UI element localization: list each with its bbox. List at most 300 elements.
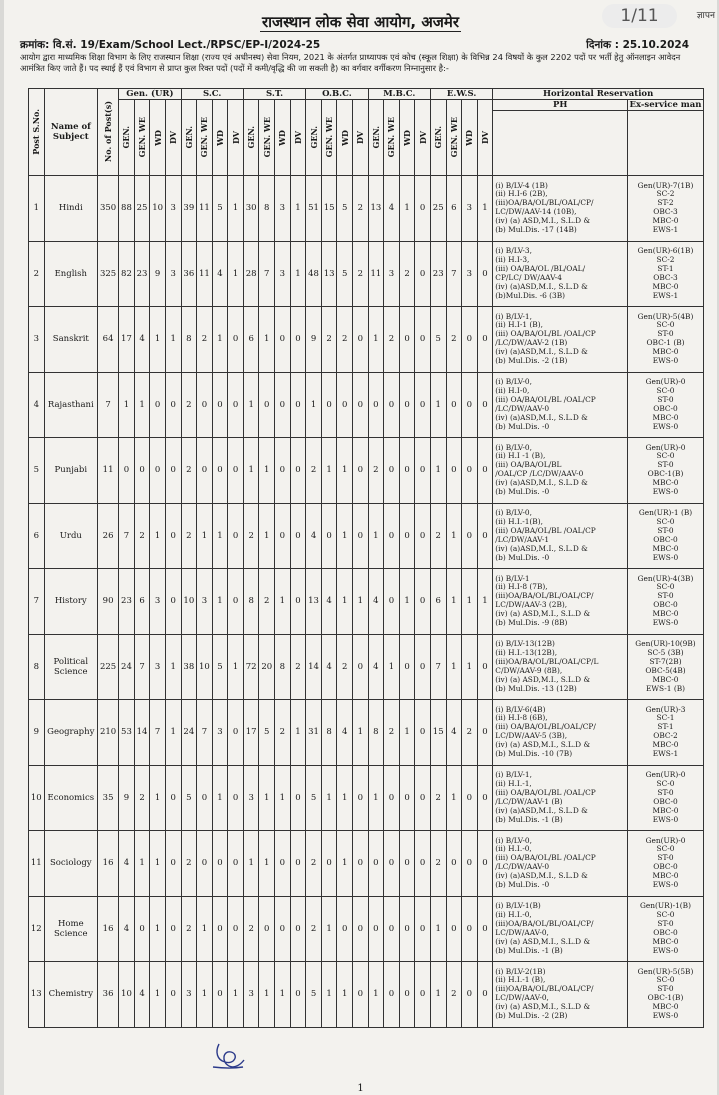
ph-line: (iii)OA/BA/OL/BL/OAL/CP/: [495, 919, 594, 928]
row-value: 36: [181, 241, 197, 307]
row-value: 0: [228, 438, 244, 504]
row-value: 3: [197, 569, 213, 635]
row-value: 1: [259, 307, 275, 373]
row-value: 7: [446, 241, 462, 307]
exsm-line: Gen(UR)-5(4B): [637, 311, 694, 321]
row-value: 0: [352, 896, 368, 962]
exsm-line: OBC-0: [653, 403, 678, 413]
exsm-line: MBC-0: [652, 216, 679, 226]
subcol-header: [352, 100, 368, 176]
subcol-header: [415, 100, 431, 176]
row-value: 1: [228, 176, 244, 242]
row-value: 0: [462, 372, 478, 438]
row-value: 0: [134, 896, 150, 962]
table-row: [29, 503, 704, 569]
exsm-header-spacer: [628, 111, 704, 176]
row-value: 1: [446, 503, 462, 569]
exsm-line: EWS-0: [652, 945, 679, 955]
row-value: 0: [415, 962, 431, 1028]
exsm-line: EWS-0: [652, 880, 679, 890]
ph-line: (iv) (a)ASD,M.I., S.L.D &: [495, 348, 588, 357]
exsm-line: OBC-2: [653, 731, 678, 741]
ph-line: CP/LC/ DW/AAV-4: [495, 273, 562, 282]
row-exsm: [628, 569, 704, 635]
subcol-header: [384, 100, 400, 176]
row-value: 4: [368, 634, 384, 700]
row-value: 4: [134, 962, 150, 1028]
row-value: 1: [243, 438, 259, 504]
ph-line: LC/DW/AAV-0,: [495, 994, 549, 1003]
row-value: 3: [165, 176, 181, 242]
row-sno: 6: [29, 503, 45, 569]
row-value: 0: [446, 372, 462, 438]
row-value: 0: [462, 831, 478, 897]
row-value: 2: [368, 438, 384, 504]
row-value: 0: [212, 896, 228, 962]
row-value: 1: [243, 372, 259, 438]
row-value: 1: [275, 765, 291, 831]
row-value: 2: [290, 634, 306, 700]
row-subject: Geography: [44, 700, 97, 766]
ph-line: (iv) (a)ASD,M.I., S.L.D &: [495, 872, 588, 881]
row-exsm: [628, 700, 704, 766]
row-value: 0: [165, 831, 181, 897]
ph-line: (ii) H.I.-13(12B),: [495, 648, 558, 657]
row-subject: Home Science: [44, 896, 97, 962]
row-value: 25: [430, 176, 446, 242]
subcol-label: WD: [402, 129, 413, 146]
row-value: 0: [415, 438, 431, 504]
subcol-header: [290, 100, 306, 176]
row-value: 53: [119, 700, 135, 766]
subcol-label: GEN. WE: [137, 117, 148, 158]
row-value: 0: [275, 372, 291, 438]
row-value: 1: [290, 700, 306, 766]
ph-line: (iii) OA/BA/OL/BL /OAL/CP: [495, 526, 596, 535]
ph-line: (ii) H.I.-0,: [495, 845, 532, 854]
row-value: 7: [259, 241, 275, 307]
row-value: 1: [337, 831, 353, 897]
col-num-posts: [98, 89, 119, 176]
ph-line: LC/DW/AAV-3 (2B),: [495, 601, 568, 610]
row-value: 5: [337, 176, 353, 242]
row-exsm: [628, 241, 704, 307]
exsm-line: Gen(UR)-1(B): [640, 901, 691, 911]
row-num-posts: 35: [98, 765, 119, 831]
exsm-line: OBC-3: [653, 207, 678, 217]
row-value: 1: [337, 438, 353, 504]
ph-line: (iii)OA/BA/OL/BL/OAL/CP/L: [495, 657, 599, 666]
table-row: [29, 372, 704, 438]
row-value: 0: [415, 372, 431, 438]
row-value: 4: [321, 634, 337, 700]
row-value: 0: [337, 372, 353, 438]
row-sno: 11: [29, 831, 45, 897]
row-value: 88: [119, 176, 135, 242]
ph-line: (b) Mul.Dis. -13 (12B): [495, 684, 577, 693]
exsm-line: SC-0: [656, 582, 675, 592]
subcol-header: [119, 100, 135, 176]
exsm-line: SC-5 (3B): [647, 647, 684, 657]
row-value: 11: [197, 176, 213, 242]
row-value: 0: [384, 896, 400, 962]
row-value: 1: [165, 634, 181, 700]
row-value: 3: [275, 241, 291, 307]
subcol-label: GEN. WE: [386, 117, 397, 158]
group-header: S.C.: [181, 89, 243, 100]
exsm-line: SC-0: [656, 451, 675, 461]
row-value: 0: [384, 962, 400, 1028]
row-value: 8: [181, 307, 197, 373]
row-value: 1: [212, 503, 228, 569]
row-value: 0: [352, 634, 368, 700]
row-value: 1: [368, 765, 384, 831]
subcol-header: [477, 100, 493, 176]
corner-text: ज्ञापन: [696, 11, 715, 21]
row-ph: [493, 241, 628, 307]
ph-line: /LC/DW/AAV-1: [495, 535, 550, 544]
exsm-line: EWS-1: [652, 290, 679, 300]
row-value: 4: [134, 307, 150, 373]
exsm-line: EWS-0: [652, 814, 679, 824]
exsm-line: Gen(UR)-10(9B): [635, 639, 696, 649]
subcol-header: [430, 100, 446, 176]
subcol-header: [212, 100, 228, 176]
ph-line: (iv) (a)ASD,M.I., S.L.D &: [495, 544, 588, 553]
ph-line: (iii)OA/BA/OL/BL/OAL/CP/: [495, 985, 594, 994]
row-value: 1: [259, 765, 275, 831]
row-value: 8: [321, 700, 337, 766]
row-num-posts: 325: [98, 241, 119, 307]
row-value: 1: [212, 307, 228, 373]
row-value: 0: [384, 372, 400, 438]
subcol-label: DV: [355, 130, 366, 144]
row-value: 4: [368, 569, 384, 635]
ph-line: /LC/DW/AAV-0: [495, 404, 550, 413]
exsm-line: EWS-0: [652, 356, 679, 366]
ph-line: (ii) H.I-8 (6B),: [495, 714, 548, 723]
row-value: 3: [275, 176, 291, 242]
row-value: 0: [352, 962, 368, 1028]
row-value: 5: [430, 307, 446, 373]
ph-line: (iv) (a)ASD,M.I., S.L.D &: [495, 806, 588, 815]
row-num-posts: 26: [98, 503, 119, 569]
ph-line: LC/DW/AAV-14 (10B),: [495, 208, 577, 217]
row-value: 0: [477, 831, 493, 897]
row-num-posts: 350: [98, 176, 119, 242]
row-value: 3: [150, 569, 166, 635]
row-value: 0: [352, 372, 368, 438]
col-subject: [44, 89, 97, 176]
row-ph: [493, 307, 628, 373]
row-value: 5: [259, 700, 275, 766]
ph-line: (iv) (a) ASD,M.I., S.L.D &: [495, 675, 591, 684]
row-value: 5: [212, 634, 228, 700]
row-sno: 2: [29, 241, 45, 307]
ph-line: (ii) H.I-8 (7B),: [495, 583, 548, 592]
row-value: 38: [181, 634, 197, 700]
row-value: 4: [384, 176, 400, 242]
row-value: 1: [275, 962, 291, 1028]
document-page: [4, 0, 717, 1095]
row-sno: 5: [29, 438, 45, 504]
row-value: 10: [181, 569, 197, 635]
row-value: 0: [352, 765, 368, 831]
row-value: 2: [446, 962, 462, 1028]
row-ph: [493, 765, 628, 831]
row-value: 5: [212, 176, 228, 242]
row-sno: 3: [29, 307, 45, 373]
ph-line: (i) B/LV-2(1B): [495, 967, 546, 976]
row-value: 0: [415, 176, 431, 242]
subcol-header: [197, 100, 213, 176]
row-value: 2: [337, 634, 353, 700]
row-value: 1: [275, 569, 291, 635]
row-value: 1: [119, 372, 135, 438]
row-value: 0: [228, 896, 244, 962]
row-value: 5: [306, 765, 322, 831]
row-value: 0: [368, 372, 384, 438]
exsm-line: MBC-0: [652, 740, 679, 750]
row-sno: 4: [29, 372, 45, 438]
row-value: 0: [228, 307, 244, 373]
table-row: [29, 176, 704, 242]
row-value: 0: [384, 765, 400, 831]
row-value: 0: [462, 765, 478, 831]
subcol-label: DV: [417, 130, 428, 144]
subcol-header: [165, 100, 181, 176]
row-exsm: [628, 634, 704, 700]
row-value: 1: [212, 569, 228, 635]
row-value: 1: [337, 962, 353, 1028]
row-value: 1: [197, 503, 213, 569]
row-value: 0: [462, 307, 478, 373]
row-subject: Rajasthani: [44, 372, 97, 438]
row-value: 0: [415, 503, 431, 569]
row-value: 0: [477, 503, 493, 569]
ph-line: (ii) H.I-0,: [495, 386, 530, 395]
row-value: 0: [337, 896, 353, 962]
row-value: 10: [197, 634, 213, 700]
exsm-line: MBC-0: [652, 1002, 679, 1012]
row-value: 1: [430, 438, 446, 504]
row-value: 1: [384, 634, 400, 700]
row-value: 1: [368, 503, 384, 569]
subcol-label: WD: [339, 129, 350, 146]
row-value: 0: [165, 372, 181, 438]
exsm-line: SC-0: [656, 778, 675, 788]
subcol-label: DV: [168, 130, 179, 144]
row-value: 2: [430, 503, 446, 569]
subcol-header: [399, 100, 415, 176]
subcol-label: WD: [152, 129, 163, 146]
row-value: 1: [446, 569, 462, 635]
row-value: 0: [446, 831, 462, 897]
row-value: 1: [399, 569, 415, 635]
row-value: 1: [306, 372, 322, 438]
row-value: 1: [399, 700, 415, 766]
row-value: 24: [181, 700, 197, 766]
row-value: 0: [165, 569, 181, 635]
exsm-line: Gen(UR)-0: [645, 442, 686, 452]
row-num-posts: 36: [98, 962, 119, 1028]
row-value: 10: [150, 176, 166, 242]
exsm-line: ST-0: [657, 591, 674, 601]
subcol-header: [150, 100, 166, 176]
exsm-line: ST-0: [657, 984, 674, 994]
row-value: 0: [290, 962, 306, 1028]
row-value: 8: [243, 569, 259, 635]
subcol-label: DV: [479, 130, 490, 144]
row-value: 0: [275, 896, 291, 962]
table-row: [29, 569, 704, 635]
exsm-line: EWS-1 (B): [645, 683, 686, 693]
page-indicator[interactable]: 1/11: [602, 4, 677, 28]
exsm-line: ST-1: [657, 263, 674, 273]
row-value: 8: [259, 176, 275, 242]
row-value: 1: [352, 569, 368, 635]
row-value: 0: [290, 372, 306, 438]
row-value: 1: [321, 962, 337, 1028]
ph-line: (ii) H.I.-1(B),: [495, 517, 543, 526]
row-value: 2: [384, 700, 400, 766]
row-value: 3: [212, 700, 228, 766]
row-value: 1: [150, 831, 166, 897]
row-value: 1: [477, 569, 493, 635]
ph-line: (i) B/LV-0,: [495, 378, 532, 387]
row-ph: [493, 176, 628, 242]
exsm-line: ST-0: [657, 853, 674, 863]
row-value: 2: [259, 569, 275, 635]
exsm-line: OBC-0: [653, 927, 678, 937]
row-value: 2: [399, 241, 415, 307]
ph-line: (iii)OA/BA/OL/BL/OAL/CP/: [495, 199, 594, 208]
row-value: 0: [415, 569, 431, 635]
exsm-line: OBC-0: [653, 534, 678, 544]
row-value: 4: [321, 569, 337, 635]
ph-line: /LC/DW/AAV-0: [495, 863, 550, 872]
row-ph: [493, 503, 628, 569]
row-value: 3: [181, 962, 197, 1028]
table-row: [29, 831, 704, 897]
ph-line: (i) B/LV-0,: [495, 443, 532, 452]
row-value: 82: [119, 241, 135, 307]
exsm-line: EWS-1: [652, 749, 679, 759]
row-value: 0: [228, 503, 244, 569]
exsm-line: Gen(UR)-7(1B): [637, 180, 694, 190]
row-value: 0: [197, 372, 213, 438]
row-value: 0: [321, 503, 337, 569]
subcol-header: [275, 100, 291, 176]
row-num-posts: 90: [98, 569, 119, 635]
exsm-line: ST-0: [657, 918, 674, 928]
row-value: 0: [462, 896, 478, 962]
row-value: 2: [337, 307, 353, 373]
intro-paragraph: आयोग द्वारा माध्यमिक शिक्षा विभाग के लिए राजस्थान शिक्षा (राज्य एवं अधीनस्थ) सेवा नियम, 2021 के अंतर्गत प्राध्यापक एवं कोच (स्कूल शिक्षा) के विभिन्न 24 विषयों के कुल 2202 पदों पर भर्ती हेतु ऑनलाइन आवेदन आमंत्रित किए जाते हैं। पद स्थाई हैं एवं विभाग से प्राप्त कुल रिक्त पदों (पदों में कमी/वृद्धि की जा सकती है) का वर्गवार वर्गीकरण निम्नानुसार है:-: [20, 52, 681, 73]
ph-line: (iv) (a) ASD,M.I., S.L.D &: [495, 741, 591, 750]
row-value: 1: [259, 503, 275, 569]
row-value: 0: [477, 241, 493, 307]
row-value: 23: [430, 241, 446, 307]
ph-line: (b) Mul.Dis. -2 (2B): [495, 1012, 568, 1021]
subcol-header: [462, 100, 478, 176]
row-value: 0: [446, 896, 462, 962]
row-value: 0: [290, 831, 306, 897]
row-value: 0: [228, 569, 244, 635]
row-value: 0: [228, 831, 244, 897]
exsm-line: MBC-0: [652, 871, 679, 881]
ph-line: (i) B/LV-6(4B): [495, 705, 546, 714]
row-ph: [493, 831, 628, 897]
exsm-line: SC-1: [656, 713, 675, 723]
ph-line: (b) Mul.Dis. -10 (7B): [495, 750, 573, 759]
ph-line: (ii) H.I-1 (B),: [495, 321, 543, 330]
row-value: 11: [197, 241, 213, 307]
row-value: 0: [321, 831, 337, 897]
row-value: 7: [197, 700, 213, 766]
exsm-line: Gen(UR)-3: [645, 704, 686, 714]
subcol-label: GEN. WE: [261, 117, 272, 158]
exsm-line: ST-0: [657, 394, 674, 404]
row-subject: Sociology: [44, 831, 97, 897]
row-sno: 9: [29, 700, 45, 766]
row-value: 9: [150, 241, 166, 307]
row-value: 1: [462, 569, 478, 635]
exsm-line: ST-1: [657, 722, 674, 732]
header-row-groups: [29, 89, 704, 100]
row-value: 0: [399, 765, 415, 831]
ph-line: (iii) OA/BA/OL/BL /OAL/CP: [495, 788, 596, 797]
group-header: M.B.C.: [368, 89, 430, 100]
row-value: 1: [462, 634, 478, 700]
row-value: 0: [197, 438, 213, 504]
row-value: 1: [430, 372, 446, 438]
row-value: 1: [165, 307, 181, 373]
row-value: 6: [446, 176, 462, 242]
exsm-line: EWS-0: [652, 1011, 679, 1021]
row-subject: Hindi: [44, 176, 97, 242]
row-exsm: [628, 307, 704, 373]
row-value: 0: [275, 307, 291, 373]
row-value: 8: [368, 700, 384, 766]
exsm-line: OBC-1(B): [647, 469, 684, 479]
row-value: 1: [243, 831, 259, 897]
row-value: 17: [119, 307, 135, 373]
row-value: 5: [337, 241, 353, 307]
subcol-label: WD: [277, 129, 288, 146]
row-value: 7: [119, 503, 135, 569]
subcol-label: GEN. WE: [324, 117, 335, 158]
ph-line: (iii) OA/BA/OL/BL /OAL/CP: [495, 395, 596, 404]
ph-line: /OAL/CP /LC/DW/AAV-0: [495, 470, 584, 479]
row-value: 1: [228, 962, 244, 1028]
row-value: 4: [446, 700, 462, 766]
subcol-label: WD: [214, 129, 225, 146]
exsm-line: MBC-0: [652, 478, 679, 488]
ph-line: (iii) OA/BA/OL/BL /OAL/CP: [495, 854, 596, 863]
row-value: 20: [259, 634, 275, 700]
ph-line: C/DW/AAV-9 (8B),: [495, 666, 563, 675]
row-value: 2: [430, 831, 446, 897]
row-value: 1: [399, 176, 415, 242]
ph-line: (i) B/LV-3,: [495, 247, 532, 256]
row-value: 1: [150, 307, 166, 373]
row-value: 0: [165, 503, 181, 569]
exsm-line: SC-0: [656, 844, 675, 854]
table-row: [29, 765, 704, 831]
row-value: 24: [119, 634, 135, 700]
row-value: 2: [134, 765, 150, 831]
